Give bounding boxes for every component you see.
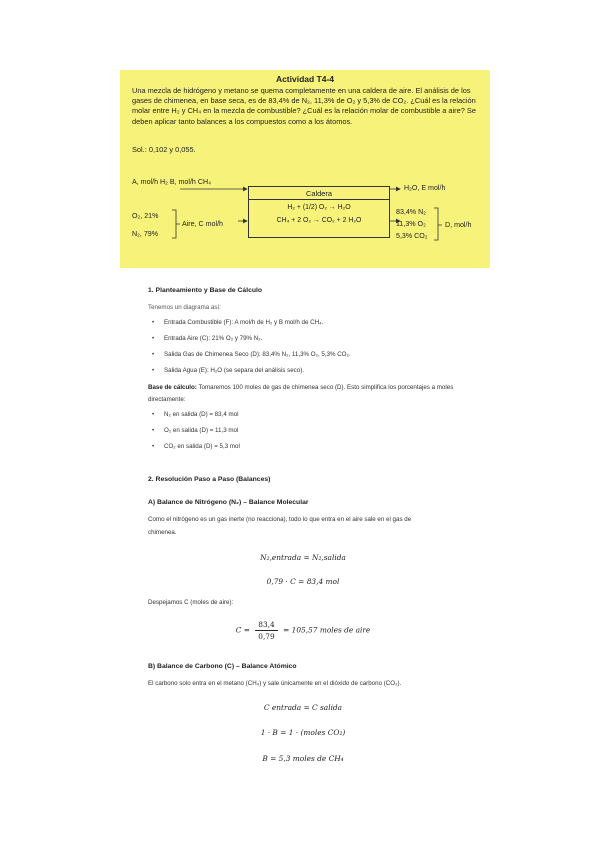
out-co2: 5,3% CO₂ (396, 232, 428, 240)
reaction-2: CH₄ + 2 O₂ → CO₂ + 2 H₂O (276, 217, 362, 224)
fraction-denominator: 0,79 (258, 632, 275, 641)
balance-a-text3: Despejamos C (moles de aire): (148, 599, 234, 606)
activity-statement: Una mezcla de hidrógeno y metano se quema completamente en una caldera de aire. El análisis de los gases de chimenea, en base seca, es de 83,4% de N₂, 11,3% de O₂ y 5,3% de CO₂. ¿Cuál es la relación molar entre H₂ y CH₄ en la mezcla de combustible? ¿Cuál es la relación molar de combustible a aire? Se deben aplicar tanto balances a los compuestos como a los átomos. (132, 86, 476, 126)
air-n2-label: N₂, 79% (132, 230, 159, 238)
list-item: • Entrada Aire (C): 21% O₂ y 79% N₂. (164, 335, 262, 342)
activity-solution: Sol.: 0,102 y 0,055. (132, 145, 196, 154)
list-item: • O₂ en salida (D) = 11,3 mol (164, 427, 238, 434)
diagram-arrows (120, 70, 490, 268)
balance-a-text2: chimenea. (148, 529, 177, 536)
fraction-numerator: 83,4 (255, 619, 277, 631)
list-item: • N₂ en salida (D) = 83,4 mol (164, 411, 238, 418)
activity-title: Actividad T4-4 (275, 74, 335, 84)
equation-a1: N₂,entrada = N₂,salida (260, 553, 346, 562)
caldera-box (248, 186, 390, 238)
balance-a-heading: A) Balance de Nitrógeno (N₂) – Balance Molecular (148, 499, 309, 506)
balance-b-heading: B) Balance de Carbono (C) – Balance Atómico (148, 663, 297, 670)
out-n2: 83,4% N₂ (396, 208, 426, 216)
balance-a-text1: Como el nitrógeno es un gas inerte (no reacciona), todo lo que entra en el aire sale en el gas de (148, 516, 412, 523)
fraction (255, 619, 277, 642)
list-item: • Entrada Combustible (F): A mol/h de H₂ y B mol/h de CH₄. (164, 319, 323, 326)
equation-a3-lhs: C = (235, 625, 250, 635)
section2-heading: 2. Resolución Paso a Paso (Balances) (148, 476, 271, 483)
equation-b3: B = 5,3 moles de CH₄ (262, 754, 344, 763)
reaction-1: H₂ + (1/2) O₂ → H₂O (287, 204, 351, 211)
list-item: • CO₂ en salida (D) = 5,3 mol (164, 443, 240, 450)
equation-a3 (148, 619, 458, 642)
base-text: Tomaremos 100 moles de gas de chimenea seco (D). Esto simplifica los porcentajes a moles directamente: (148, 384, 454, 403)
section1-heading: 1. Planteamiento y Base de Cálculo (148, 287, 263, 294)
caldera-title: Caldera (306, 189, 332, 198)
list-item: • Salida Agua (E): H₂O (se separa del análisis seco). (164, 367, 304, 374)
caldera-divider (249, 199, 389, 200)
equation-a2: 0,79 · C = 83,4 mol (266, 577, 340, 586)
base-label: Base de cálculo: (148, 384, 197, 391)
out-o2: 11,3% O₂ (396, 220, 426, 228)
equation-b2: 1 · B = 1 · (moles CO₂) (260, 728, 346, 737)
equation-a3-rhs: = 105,57 moles de aire (283, 625, 371, 635)
air-flow-label: Aire, C mol/h (182, 220, 223, 228)
feed-label: A, mol/h H₂ B, mol/h CH₄ (132, 178, 211, 186)
gas-out-label: D, mol/h (445, 221, 472, 229)
section1-intro: Tenemos un diagrama así: (148, 304, 221, 311)
list-item: • Salida Gas de Chimenea Seco (D): 83,4% N₂, 11,3% O₂, 5,3% CO₂. (164, 351, 351, 358)
equation-b1: C entrada = C salida (263, 703, 343, 712)
base-paragraph (148, 382, 458, 406)
air-o2-label: O₂, 21% (132, 212, 159, 220)
balance-b-text: El carbono solo entra en el metano (CH₄) y sale únicamente en el dióxido de carbono (CO₂). (148, 680, 402, 687)
activity-box (120, 70, 490, 268)
process-diagram (120, 70, 490, 268)
water-out-label: H₂O, E mol/h (404, 184, 446, 192)
